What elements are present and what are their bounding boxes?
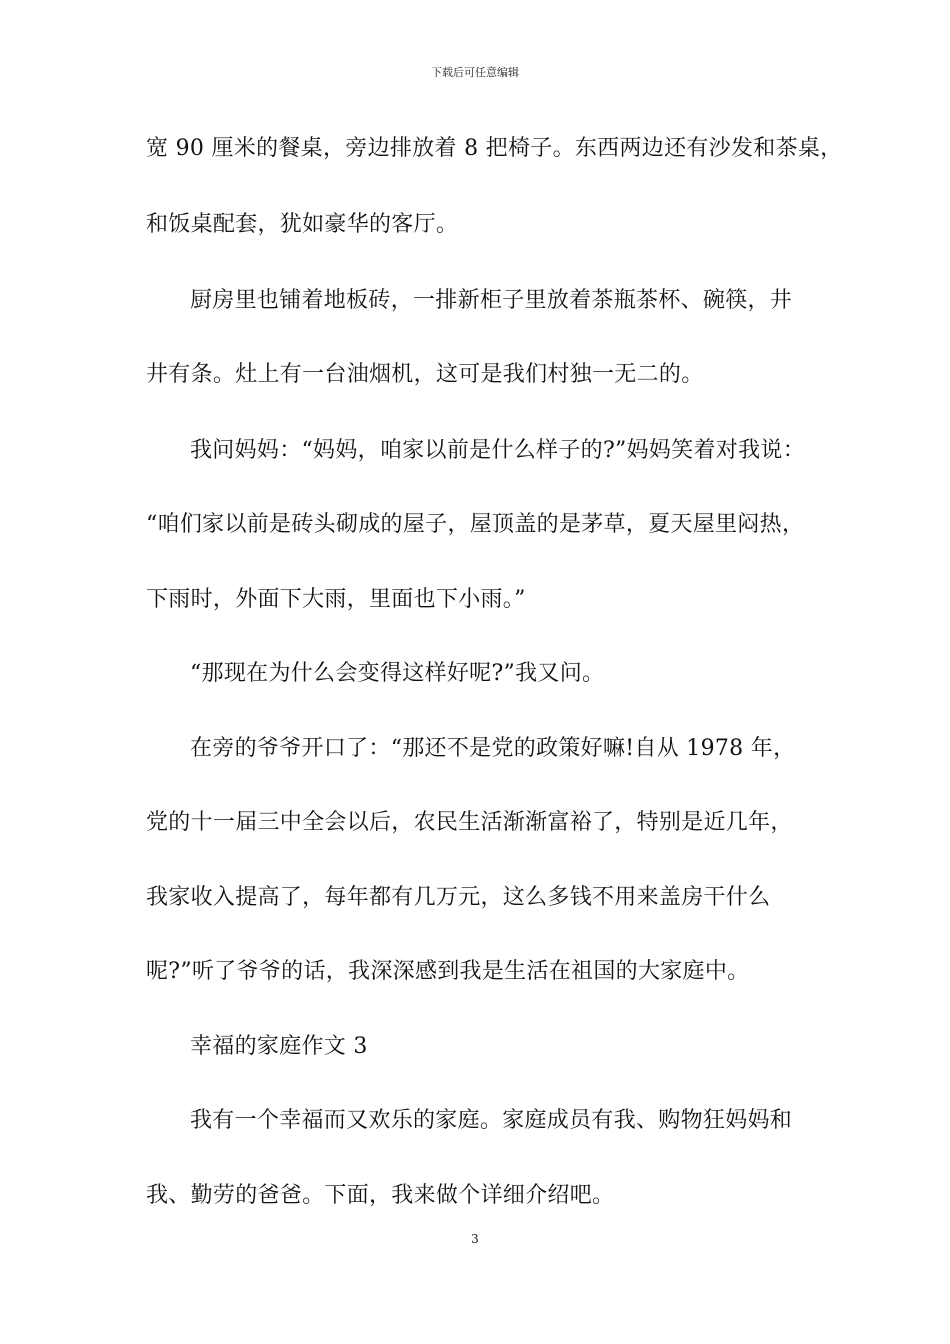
text-line: 呢?”听了爷爷的话，我深深感到我是生活在祖国的大家庭中。 [146,959,750,984]
text-line: 党的十一届三中全会以后，农民生活渐渐富裕了，特别是近几年， [146,810,793,835]
text-line: “那现在为什么会变得这样好呢?”我又问。 [190,661,605,686]
text-line: “咱们家以前是砖头砌成的屋子，屋顶盖的是茅草，夏天屋里闷热， [146,512,805,537]
section-heading: 幸福的家庭作文 3 [190,1034,368,1059]
page-number: 3 [471,1232,479,1246]
text-line: 在旁的爷爷开口了：“那还不是党的政策好嘛!自从 1978 年， [190,736,796,761]
text-line: 井有条。灶上有一台油烟机，这可是我们村独一无二的。 [146,362,704,387]
page-header: 下载后可任意编辑 [431,66,519,79]
text-line: 我、勤劳的爸爸。下面，我来做个详细介绍吧。 [146,1183,615,1208]
text-line: 厨房里也铺着地板砖，一排新柜子里放着茶瓶茶杯、碗筷，井 [190,288,793,313]
text-line: 我有一个幸福而又欢乐的家庭。家庭成员有我、购物狂妈妈和 [190,1108,793,1133]
text-line: 和饭桌配套，犹如豪华的客厅。 [146,212,459,237]
text-line: 宽 90 厘米的餐桌，旁边排放着 8 把椅子。东西两边还有沙发和茶桌， [146,136,843,161]
text-line: 我家收入提高了，每年都有几万元，这么多钱不用来盖房干什么 [146,885,771,910]
text-line: 下雨时，外面下大雨，里面也下小雨。” [146,587,526,612]
text-line: 我问妈妈：“妈妈，咱家以前是什么样子的?”妈妈笑着对我说： [190,438,805,463]
